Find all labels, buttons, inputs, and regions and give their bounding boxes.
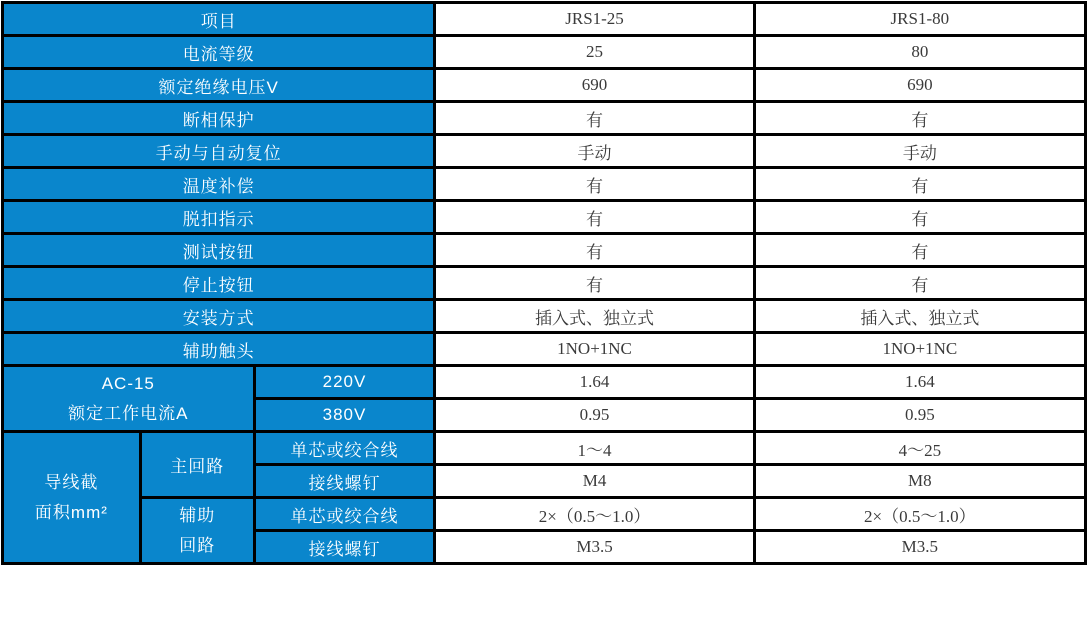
value-jrs1-25: 有: [435, 168, 754, 201]
auxiliary-circuit-line1: 辅助: [179, 505, 216, 525]
header-col-jrs1-25: JRS1-25: [435, 3, 754, 36]
table-row: [3, 366, 1086, 399]
row-label-current-rating: 电流等级: [3, 36, 435, 69]
value-jrs1-80: 插入式、独立式: [754, 300, 1085, 333]
table-row: [3, 168, 1086, 201]
table-row: [3, 135, 1086, 168]
row-label-stop-button: 停止按钮: [3, 267, 435, 300]
sub-label-220v: 220V: [254, 366, 435, 399]
value-jrs1-80: 80: [754, 36, 1085, 69]
table-row: [3, 267, 1086, 300]
row-label-phase-failure-protection: 断相保护: [3, 102, 435, 135]
sub-label-terminal-screw: 接线螺钉: [254, 531, 435, 564]
sub-label-single-core-or-stranded: 单芯或绞合线: [254, 432, 435, 465]
spec-table: [1, 1, 1087, 565]
sub-label-single-core-or-stranded: 单芯或绞合线: [254, 498, 435, 531]
header-col-jrs1-80: JRS1-80: [754, 3, 1085, 36]
value-jrs1-80: 有: [754, 102, 1085, 135]
row-label-mounting-type: 安装方式: [3, 300, 435, 333]
sub-label-terminal-screw: 接线螺钉: [254, 465, 435, 498]
value-jrs1-25: 1～4: [435, 432, 754, 465]
value-jrs1-80: 1NO+1NC: [754, 333, 1085, 366]
value-jrs1-25: 1NO+1NC: [435, 333, 754, 366]
value-jrs1-80: 有: [754, 267, 1085, 300]
table-row: [3, 234, 1086, 267]
value-jrs1-25: 0.95: [435, 399, 754, 432]
value-jrs1-25: M3.5: [435, 531, 754, 564]
value-jrs1-80: 1.64: [754, 366, 1085, 399]
value-jrs1-25: 有: [435, 234, 754, 267]
table-row: [3, 432, 1086, 465]
header-item-label: 项目: [3, 3, 435, 36]
table-row: [3, 201, 1086, 234]
row-label-temperature-compensation: 温度补偿: [3, 168, 435, 201]
auxiliary-circuit-line2: 回路: [179, 535, 216, 555]
table-row: [3, 36, 1086, 69]
table-row: [3, 69, 1086, 102]
row-label-insulation-voltage: 额定绝缘电压V: [3, 69, 435, 102]
value-jrs1-25: 690: [435, 69, 754, 102]
ac15-rated-current-label: [3, 366, 255, 432]
value-jrs1-25: 插入式、独立式: [435, 300, 754, 333]
row-label-auxiliary-contact: 辅助触头: [3, 333, 435, 366]
value-jrs1-25: 有: [435, 102, 754, 135]
conductor-label-line1: 导线截: [44, 472, 99, 492]
value-jrs1-80: 手动: [754, 135, 1085, 168]
value-jrs1-80: 690: [754, 69, 1085, 102]
value-jrs1-25: 1.64: [435, 366, 754, 399]
value-jrs1-80: 0.95: [754, 399, 1085, 432]
value-jrs1-25: 手动: [435, 135, 754, 168]
table-row: [3, 300, 1086, 333]
row-label-reset-mode: 手动与自动复位: [3, 135, 435, 168]
value-jrs1-25: 有: [435, 267, 754, 300]
value-jrs1-25: 25: [435, 36, 754, 69]
conductor-label-line2: 面积mm²: [34, 502, 108, 522]
group-label-main-circuit: 主回路: [140, 432, 254, 498]
value-jrs1-25: 2×（0.5～1.0）: [435, 498, 754, 531]
value-jrs1-80: M3.5: [754, 531, 1085, 564]
value-jrs1-80: 有: [754, 201, 1085, 234]
conductor-cross-section-label: [3, 432, 141, 564]
table-row: [3, 498, 1086, 531]
value-jrs1-80: 有: [754, 234, 1085, 267]
value-jrs1-80: M8: [754, 465, 1085, 498]
row-label-test-button: 测试按钮: [3, 234, 435, 267]
table-row: [3, 333, 1086, 366]
value-jrs1-80: 2×（0.5～1.0）: [754, 498, 1085, 531]
value-jrs1-25: M4: [435, 465, 754, 498]
value-jrs1-80: 4～25: [754, 432, 1085, 465]
group-label-auxiliary-circuit: [140, 498, 254, 564]
value-jrs1-25: 有: [435, 201, 754, 234]
table-row-header: [3, 3, 1086, 36]
table-row: [3, 102, 1086, 135]
ac15-label-line2: 额定工作电流A: [68, 403, 189, 423]
ac15-label-line1: AC-15: [101, 373, 155, 393]
sub-label-380v: 380V: [254, 399, 435, 432]
value-jrs1-80: 有: [754, 168, 1085, 201]
row-label-trip-indication: 脱扣指示: [3, 201, 435, 234]
